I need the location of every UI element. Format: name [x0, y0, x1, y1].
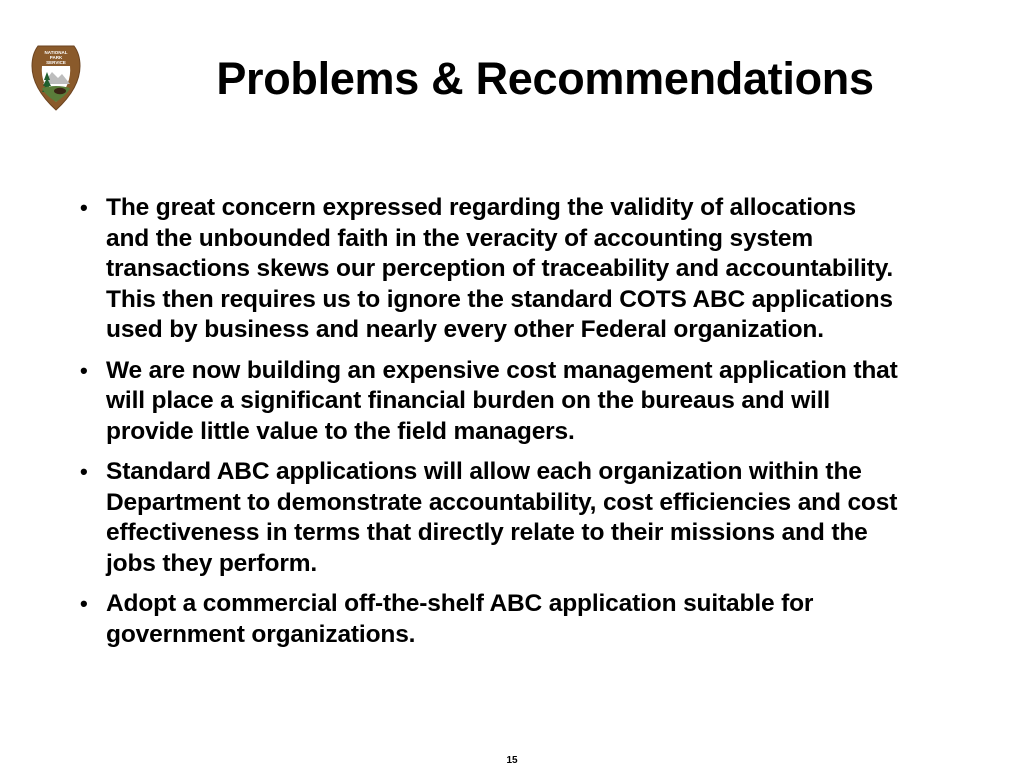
bullet-text: Standard ABC applications will allow each organization within the Department to demonstrate accountability, cost efficiencies and cost effectiveness in terms that directly relate to their missions and the jobs they perform. — [106, 458, 898, 577]
bullet-text: The great concern expressed regarding the validity of allocations and the unbounded faith in the veracity of accounting system transactions skews our perception of traceability and accountability. This then requires us to ignore the standard COTS ABC applications used by business and nearly every other Federal organization. — [106, 194, 894, 343]
bullet-item — [80, 457, 900, 579]
slide-title: Problems & Recommendations — [216, 53, 874, 104]
bullet-icon: • — [80, 591, 88, 616]
bullet-text: Adopt a commercial off-the-shelf ABC application suitable for government organizations. — [106, 590, 814, 648]
bullet-text: We are now building an expensive cost management application that will place a significant financial burden on the bureaus and will provide little value to the field managers. — [106, 356, 898, 445]
bullet-item — [80, 589, 900, 650]
bullet-icon: • — [80, 195, 88, 220]
logo-text-line2: PARK — [49, 55, 63, 60]
bullet-item — [80, 193, 900, 346]
nps-arrowhead-icon — [28, 44, 84, 112]
page-number: 15 — [506, 755, 518, 766]
bullet-list — [80, 193, 900, 660]
bullet-icon: • — [80, 459, 88, 484]
bullet-item — [80, 356, 900, 448]
bullet-icon: • — [80, 357, 88, 383]
logo-text-line3: SERVICE — [46, 60, 66, 65]
logo-text-line1: NATIONAL — [44, 50, 68, 55]
